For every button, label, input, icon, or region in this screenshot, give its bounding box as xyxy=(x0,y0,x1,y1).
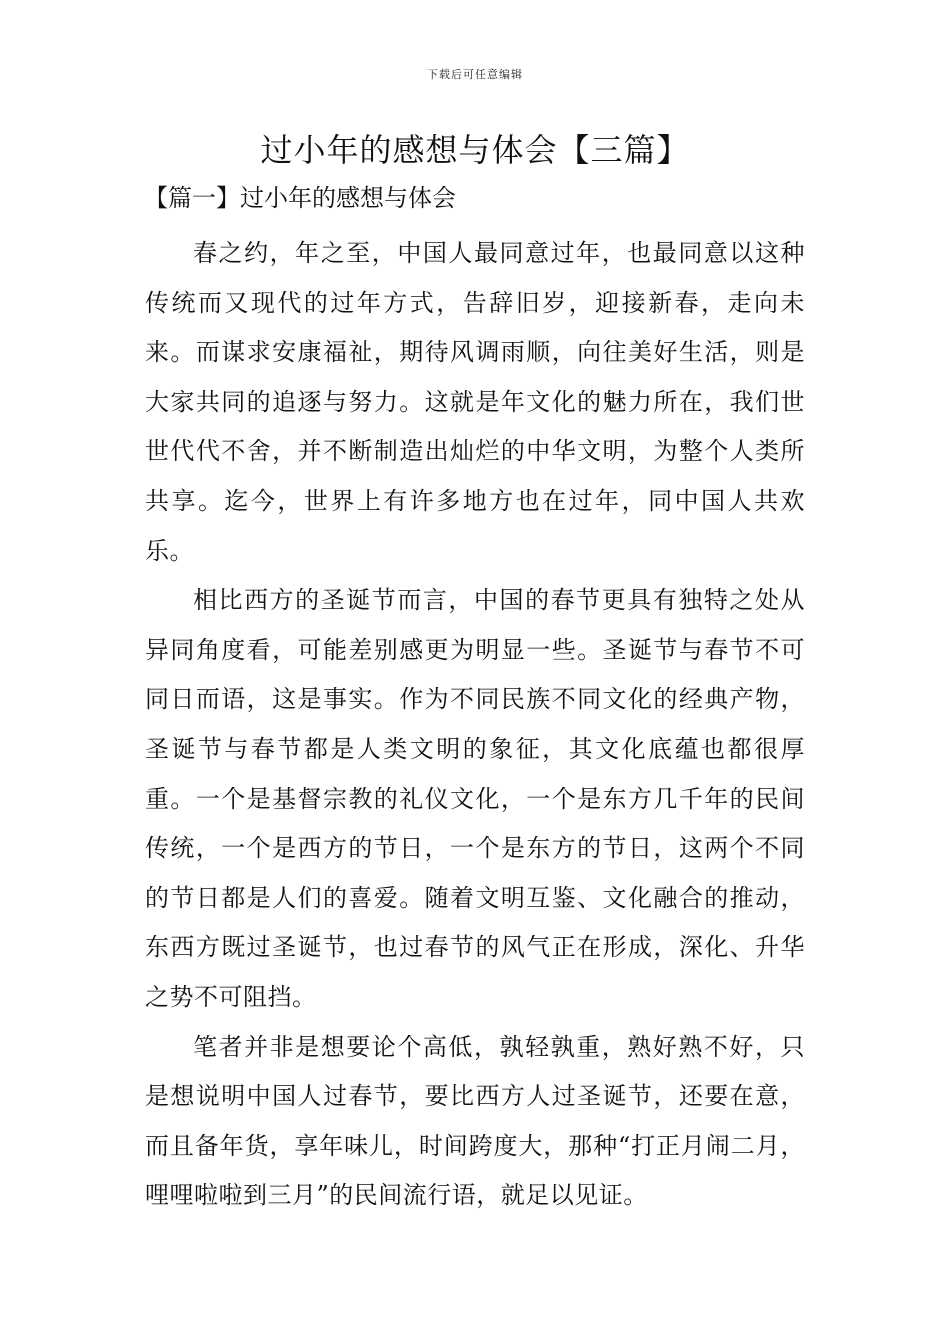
section-heading: 【篇一】过小年的感想与体会 xyxy=(144,184,456,212)
document-title: 过小年的感想与体会【三篇】 xyxy=(260,131,690,169)
paragraph-1: 春之约，年之至，中国人最同意过年，也最同意以这种传统而又现代的过年方式，告辞旧岁，迎接新春，走向未来。而谋求安康福祉，期待风调雨顺，向往美好生活，则是大家共同的追逐与努力。这就是年文化的魅力所在，我们世世代代不舍，并不断制造出灿烂的中华文明，为整个人类所共享。迄今，世界上有许多地方也在过年，同中国人共欢乐。 xyxy=(145,239,805,565)
document-body xyxy=(145,229,805,1221)
paragraph-3: 笔者并非是想要论个高低，孰轻孰重，熟好熟不好，只是想说明中国人过春节，要比西方人过圣诞节，还要在意，而且备年货，享年味儿，时间跨度大，那种“打正月闹二月，哩哩啦啦到三月”的民间流行语，就足以见证。 xyxy=(145,1032,805,1210)
paragraph-2: 相比西方的圣诞节而言，中国的春节更具有独特之处从异同角度看，可能差别感更为明显一些。圣诞节与春节不可同日而语，这是事实。作为不同民族不同文化的经典产物，圣诞节与春节都是人类文明的象征，其文化底蕴也都很厚重。一个是基督宗教的礼仪文化，一个是东方几千年的民间传统，一个是西方的节日，一个是东方的节日，这两个不同的节日都是人们的喜爱。随着文明互鉴、文化融合的推动，东西方既过圣诞节，也过春节的风气正在形成，深化、升华之势不可阻挡。 xyxy=(145,586,805,1011)
header-note: 下载后可任意编辑 xyxy=(427,68,523,81)
